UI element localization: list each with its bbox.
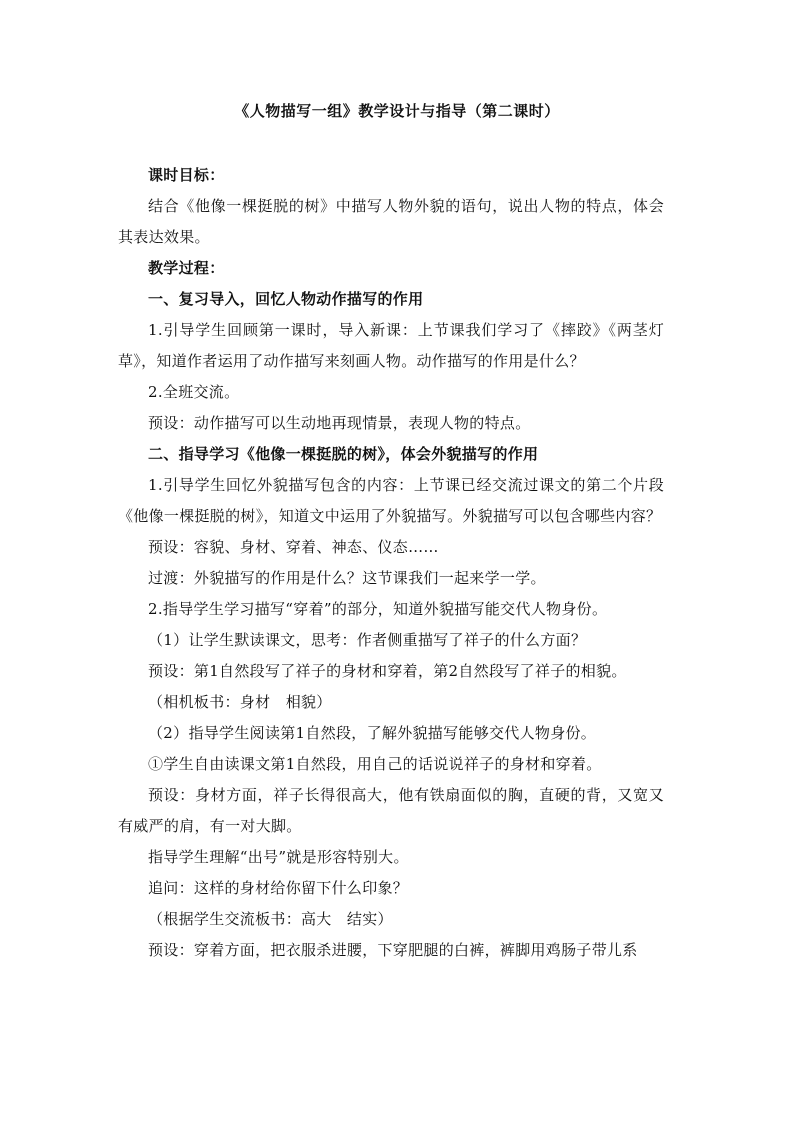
paragraph: 预设：穿着方面，把衣服杀进腰，下穿肥腿的白裤，裤脚用鸡肠子带儿系 [148,941,638,959]
paragraph: 指导学生理解“出号”就是形容特别大。 [148,848,409,866]
paragraph: 2.全班交流。 [148,383,240,401]
section-heading: 一、复习导入，回忆人物动作描写的作用 [148,290,424,308]
paragraph: 教学过程： [148,259,225,277]
paragraph: 1.引导学生回顾第一课时，导入新课：上节课我们学习了《摔跤》《两茎灯草》，知道作者运用了动作描写来刻画人物。动作描写的作用是什么？ [118,321,664,370]
paragraph: 2.指导学生学习描写“穿着”的部分，知道外貌描写能交代人物身份。 [148,600,608,618]
paragraph: 课时目标： [148,166,225,184]
paragraph: 1.引导学生回忆外貌描写包含的内容：上节课已经交流过课文的第二个片段《他像一棵挺脱的树》，知道文中运用了外貌描写。外貌描写可以包含哪些内容？ [118,476,664,525]
document-title: 《人物描写一组》教学设计与指导（第二课时） [234,102,560,120]
paragraph: 预设：容貌、身材、穿着、神态、仪态…… [148,538,439,556]
paragraph: （相机板书：身材 相貌） [148,693,332,711]
paragraph: ①学生自由读课文第1自然段，用自己的话说说祥子的身材和穿着。 [148,755,602,773]
paragraph: 预设：第1自然段写了祥子的身材和穿着，第2自然段写了祥子的相貌。 [148,662,627,680]
section-heading: 二、指导学习《他像一棵挺脱的树》，体会外貌描写的作用 [148,445,539,463]
paragraph: 预设：动作描写可以生动地再现情景，表现人物的特点。 [148,414,531,432]
paragraph: （根据学生交流板书：高大 结实） [148,910,393,928]
paragraph: （2）指导学生阅读第1自然段，了解外貌描写能够交代人物身份。 [148,724,597,742]
paragraph: 预设：身材方面，祥子长得很高大，他有铁扇面似的胸，直硬的背，又宽又有威严的肩，有一对大脚。 [118,786,664,835]
paragraph: 结合《他像一棵挺脱的树》中描写人物外貌的语句，说出人物的特点，体会其表达效果。 [118,197,664,246]
paragraph: （1）让学生默读课文，思考：作者侧重描写了祥子的什么方面？ [148,631,587,649]
paragraph: 过渡：外貌描写的作用是什么？这节课我们一起来学一学。 [148,569,546,587]
document-body [118,160,664,966]
paragraph: 追问：这样的身材给你留下什么印象？ [148,879,409,897]
